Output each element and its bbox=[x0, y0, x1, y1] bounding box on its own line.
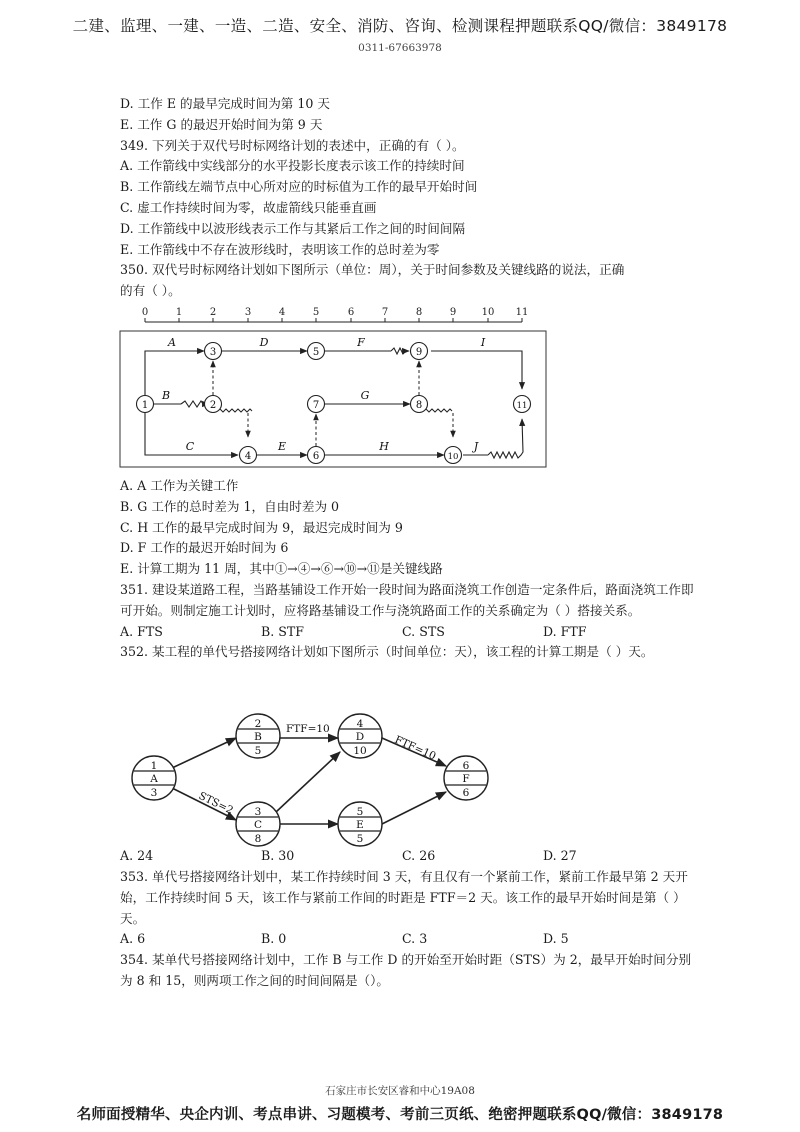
network-nodes bbox=[137, 343, 531, 464]
node-a-duration: 3 bbox=[150, 787, 158, 799]
node-c-duration: 8 bbox=[254, 833, 262, 845]
footer-ad: 名师面授精华、央企内训、考点串讲、习题模考、考前三页纸、绝密押题联系QQ/微信：3849178 bbox=[76, 1107, 724, 1123]
node-d-id: 4 bbox=[356, 718, 364, 730]
tick-label: 1 bbox=[175, 307, 183, 318]
activity-label-f: F bbox=[357, 336, 365, 349]
activity-label-g: G bbox=[360, 389, 370, 402]
activity-label-h: H bbox=[379, 440, 389, 453]
question-352-option-d: D. 27 bbox=[543, 848, 577, 864]
node-label: 9 bbox=[415, 347, 423, 358]
question-353-option-c: C. 3 bbox=[402, 931, 428, 947]
node-b-duration: 5 bbox=[254, 745, 262, 757]
text-line: D. 工作 E 的最早完成时间为第 10 天 bbox=[120, 96, 331, 111]
node-label: 2 bbox=[209, 400, 217, 411]
text-line: E. 工作 G 的最迟开始时间为第 9 天 bbox=[120, 116, 323, 132]
node-e-duration: 5 bbox=[356, 833, 364, 845]
question-351-option-d: D. FTF bbox=[543, 623, 587, 639]
activity-label-a: A bbox=[168, 336, 176, 349]
activity-label-e: E bbox=[277, 440, 287, 453]
question-353-option-b: B. 0 bbox=[261, 931, 287, 947]
tick-label: 2 bbox=[209, 307, 217, 318]
question-353-stem: 353. 单代号搭接网络计划中，某工作持续时间 3 天，有且仅有一个紧前工作，紧前工作最早第 2 天开始，工作持续时间 5 天，该工作与紧前工作间的时距是 FTF＝2 天。该工作的最早开始时间是第（ ）天。 bbox=[120, 868, 688, 926]
question-350-option-d: D. F 工作的最迟开始时间为 6 bbox=[120, 540, 289, 556]
node-label: 7 bbox=[312, 400, 320, 411]
node-e-name: E bbox=[356, 819, 364, 831]
question-351-option-a: A. FTS bbox=[120, 623, 163, 639]
question-350-stem-line2: 的有（ ）。 bbox=[120, 283, 181, 299]
node-label: 8 bbox=[415, 400, 423, 411]
node-label: 11 bbox=[516, 401, 528, 411]
node-e-id: 5 bbox=[356, 806, 364, 818]
footer-address: 石家庄市长安区睿和中心19A08 bbox=[325, 1085, 475, 1097]
node-label: 5 bbox=[312, 347, 320, 358]
node-c-name: C bbox=[253, 819, 263, 831]
page-header bbox=[0, 14, 800, 54]
time-scaled-network-diagram bbox=[116, 303, 550, 471]
tick-label: 4 bbox=[278, 307, 286, 318]
question-352-option-a: A. 24 bbox=[120, 848, 154, 864]
wavy-dummy-links bbox=[220, 409, 453, 437]
question-351-option-c: C. STS bbox=[402, 623, 445, 639]
lap-network-diagram bbox=[126, 712, 506, 860]
header-phone: 0311-67663978 bbox=[358, 42, 442, 54]
question-349-option-e: E. 工作箭线中不存在波形线时，表明该工作的总时差为零 bbox=[120, 241, 440, 257]
network-arrows bbox=[145, 348, 523, 458]
node-a-name: A bbox=[150, 773, 158, 785]
question-351-option-b: B. STF bbox=[261, 623, 305, 639]
node-label: 6 bbox=[312, 451, 320, 462]
node-f-id: 6 bbox=[462, 760, 470, 772]
node-label: 10 bbox=[447, 452, 459, 462]
tick-label: 11 bbox=[515, 307, 529, 318]
node-label: 4 bbox=[244, 451, 252, 462]
question-353-option-a: A. 6 bbox=[120, 931, 146, 947]
node-d-duration: 10 bbox=[353, 745, 367, 757]
question-351-stem: 351. 建设某道路工程，当路基铺设工作开始一段时间为路面浇筑工作创造一定条件后，路面浇筑工作即可开始。则制定施工计划时，应将路基铺设工作与浇筑路面工作的关系确定为（ ）搭接关系。 bbox=[120, 581, 694, 618]
link-label-b-d: FTF=10 bbox=[286, 723, 330, 735]
header-title: 二建、监理、一建、一造、二造、安全、消防、咨询、检测课程押题联系QQ/微信：3849178 bbox=[72, 17, 728, 35]
question-349-option-b: B. 工作箭线左端节点中心所对应的时标值为工作的最早开始时间 bbox=[120, 179, 478, 195]
question-354-stem: 354. 某单代号搭接网络计划中，工作 B 与工作 D 的开始至开始时距（STS）为 2，最早开始时间分别为 8 和 15，则两项工作之间的时间间隔是（）。 bbox=[120, 952, 692, 988]
tick-label: 9 bbox=[449, 307, 457, 318]
node-label: 3 bbox=[209, 347, 217, 358]
node-f-duration: 6 bbox=[462, 787, 470, 799]
activity-label-i: I bbox=[480, 336, 486, 349]
node-f-name: F bbox=[462, 773, 470, 785]
activity-label-j: J bbox=[473, 440, 479, 453]
link-label-d-f: FTF=10 bbox=[392, 733, 438, 763]
question-350-option-c: C. H 工作的最早完成时间为 9，最迟完成时间为 9 bbox=[120, 519, 403, 535]
question-350-option-a: A. A 工作为关键工作 bbox=[120, 477, 239, 493]
activity-label-d: D bbox=[259, 336, 269, 349]
question-349-option-d: D. 工作箭线中以波形线表示工作与其紧后工作之间的时间间隔 bbox=[120, 220, 466, 236]
tick-label: 6 bbox=[347, 307, 355, 318]
node-b-id: 2 bbox=[254, 718, 262, 730]
tick-label: 0 bbox=[141, 307, 149, 318]
question-349-stem: 349. 下列关于双代号时标网络计划的表述中，正确的有（ ）。 bbox=[120, 137, 465, 153]
node-b-name: B bbox=[254, 731, 262, 743]
question-351-options bbox=[120, 622, 695, 643]
node-label: 1 bbox=[141, 400, 149, 411]
link-label-a-c: STS=2 bbox=[196, 789, 236, 817]
node-d-name: D bbox=[355, 731, 365, 743]
time-axis-ticks bbox=[145, 318, 522, 322]
tick-label: 3 bbox=[244, 307, 252, 318]
question-350-option-e: E. 计算工期为 11 周，其中①→④→⑥→⑩→⑪是关键线路 bbox=[120, 561, 443, 577]
question-350-stem-line1: 350. 双代号时标网络计划如下图所示（单位：周），关于时间参数及关键线路的说法，正确 bbox=[120, 262, 625, 278]
question-349-option-a: A. 工作箭线中实线部分的水平投影长度表示该工作的持续时间 bbox=[120, 158, 465, 174]
tick-label: 8 bbox=[415, 307, 423, 318]
node-a-id: 1 bbox=[150, 760, 158, 772]
question-352-option-b: B. 30 bbox=[261, 848, 295, 864]
question-352-option-c: C. 26 bbox=[402, 848, 436, 864]
node-c-id: 3 bbox=[254, 806, 262, 818]
tick-label: 10 bbox=[481, 307, 495, 318]
question-353-option-d: D. 5 bbox=[543, 931, 569, 947]
tick-label: 5 bbox=[312, 307, 320, 318]
activity-label-c: C bbox=[185, 440, 195, 453]
question-350-option-b: B. G 工作的总时差为 1，自由时差为 0 bbox=[120, 498, 340, 514]
question-353-options bbox=[120, 929, 695, 950]
tick-label: 7 bbox=[381, 307, 389, 318]
question-352-stem: 352. 某工程的单代号搭接网络计划如下图所示（时间单位：天），该工程的计算工期是（ ）天。 bbox=[120, 644, 654, 660]
question-349-option-c: C. 虚工作持续时间为零，故虚箭线只能垂直画 bbox=[120, 199, 377, 215]
link-arrows bbox=[172, 738, 446, 824]
activity-label-b: B bbox=[161, 389, 171, 402]
